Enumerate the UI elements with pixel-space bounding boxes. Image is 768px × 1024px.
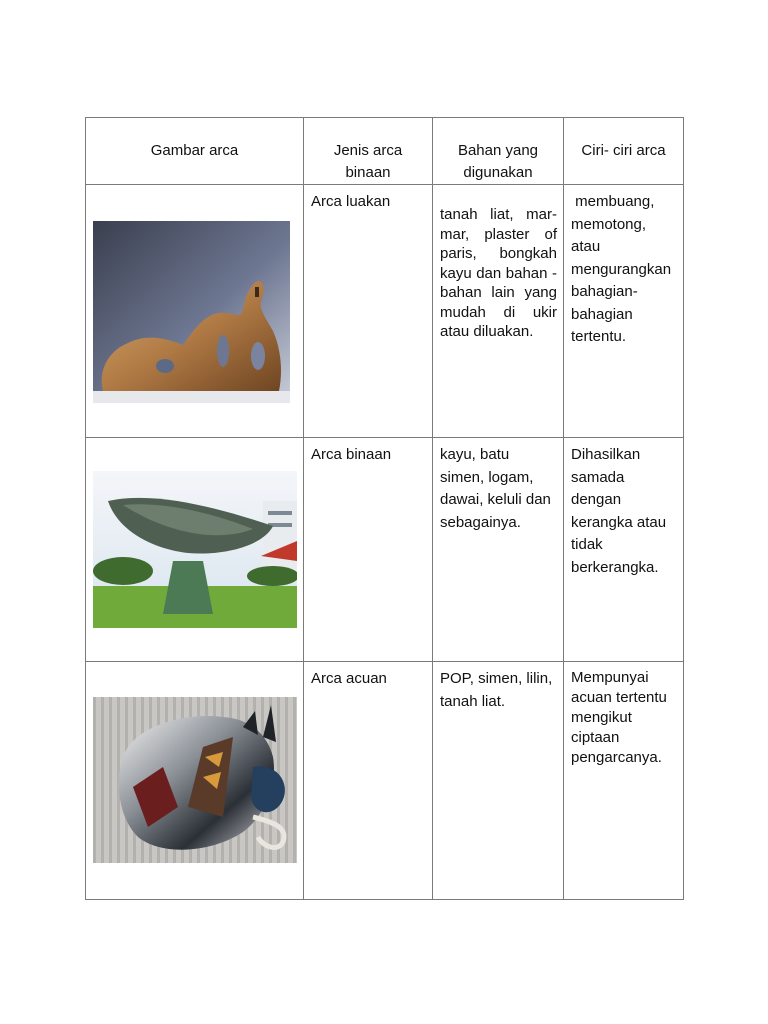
traits-text: Dihasilkan samada dengan kerangka atau tidak berkerangka. [571,446,667,576]
material-cell [433,438,564,662]
traits-cell [564,185,684,438]
header-image: Gambar arca [86,118,304,185]
table-header-row [86,118,684,185]
table-row [86,662,684,900]
material-text: POP, simen, lilin, tanah liat. [440,670,553,710]
material-text: kayu, batu simen, logam, dawai, keluli dan sebagainya. [440,446,551,531]
metal-wall-sculpture-image [93,697,297,863]
material-text: tanah liat, mar-mar, plaster of paris, bongkah kayu dan bahan -bahan lain yang mudah di ukir atau diluakan. [440,206,557,340]
type-cell: Arca acuan [304,662,433,900]
material-cell [433,185,564,438]
traits-cell [564,438,684,662]
image-cell [86,662,304,900]
traits-cell [564,662,684,900]
type-cell: Arca binaan [304,438,433,662]
image-cell [86,185,304,438]
header-traits: Ciri- ciri arca [564,118,684,185]
outdoor-abstract-sculpture-image [93,471,297,628]
image-cell [86,438,304,662]
table-row [86,438,684,662]
header-material: Bahan yang digunakan [433,118,564,185]
sculpture-types-table [85,117,684,900]
reclining-figure-sculpture-image [93,221,290,403]
type-cell: Arca luakan [304,185,433,438]
header-type: Jenis arca binaan [304,118,433,185]
table-row [86,185,684,438]
traits-text: Mempunyai acuan tertentu mengikut ciptaan pengarcanya. [571,669,667,766]
material-cell [433,662,564,900]
traits-text: membuang, memotong, atau mengurangkan bahagian- bahagian tertentu. [571,193,676,345]
